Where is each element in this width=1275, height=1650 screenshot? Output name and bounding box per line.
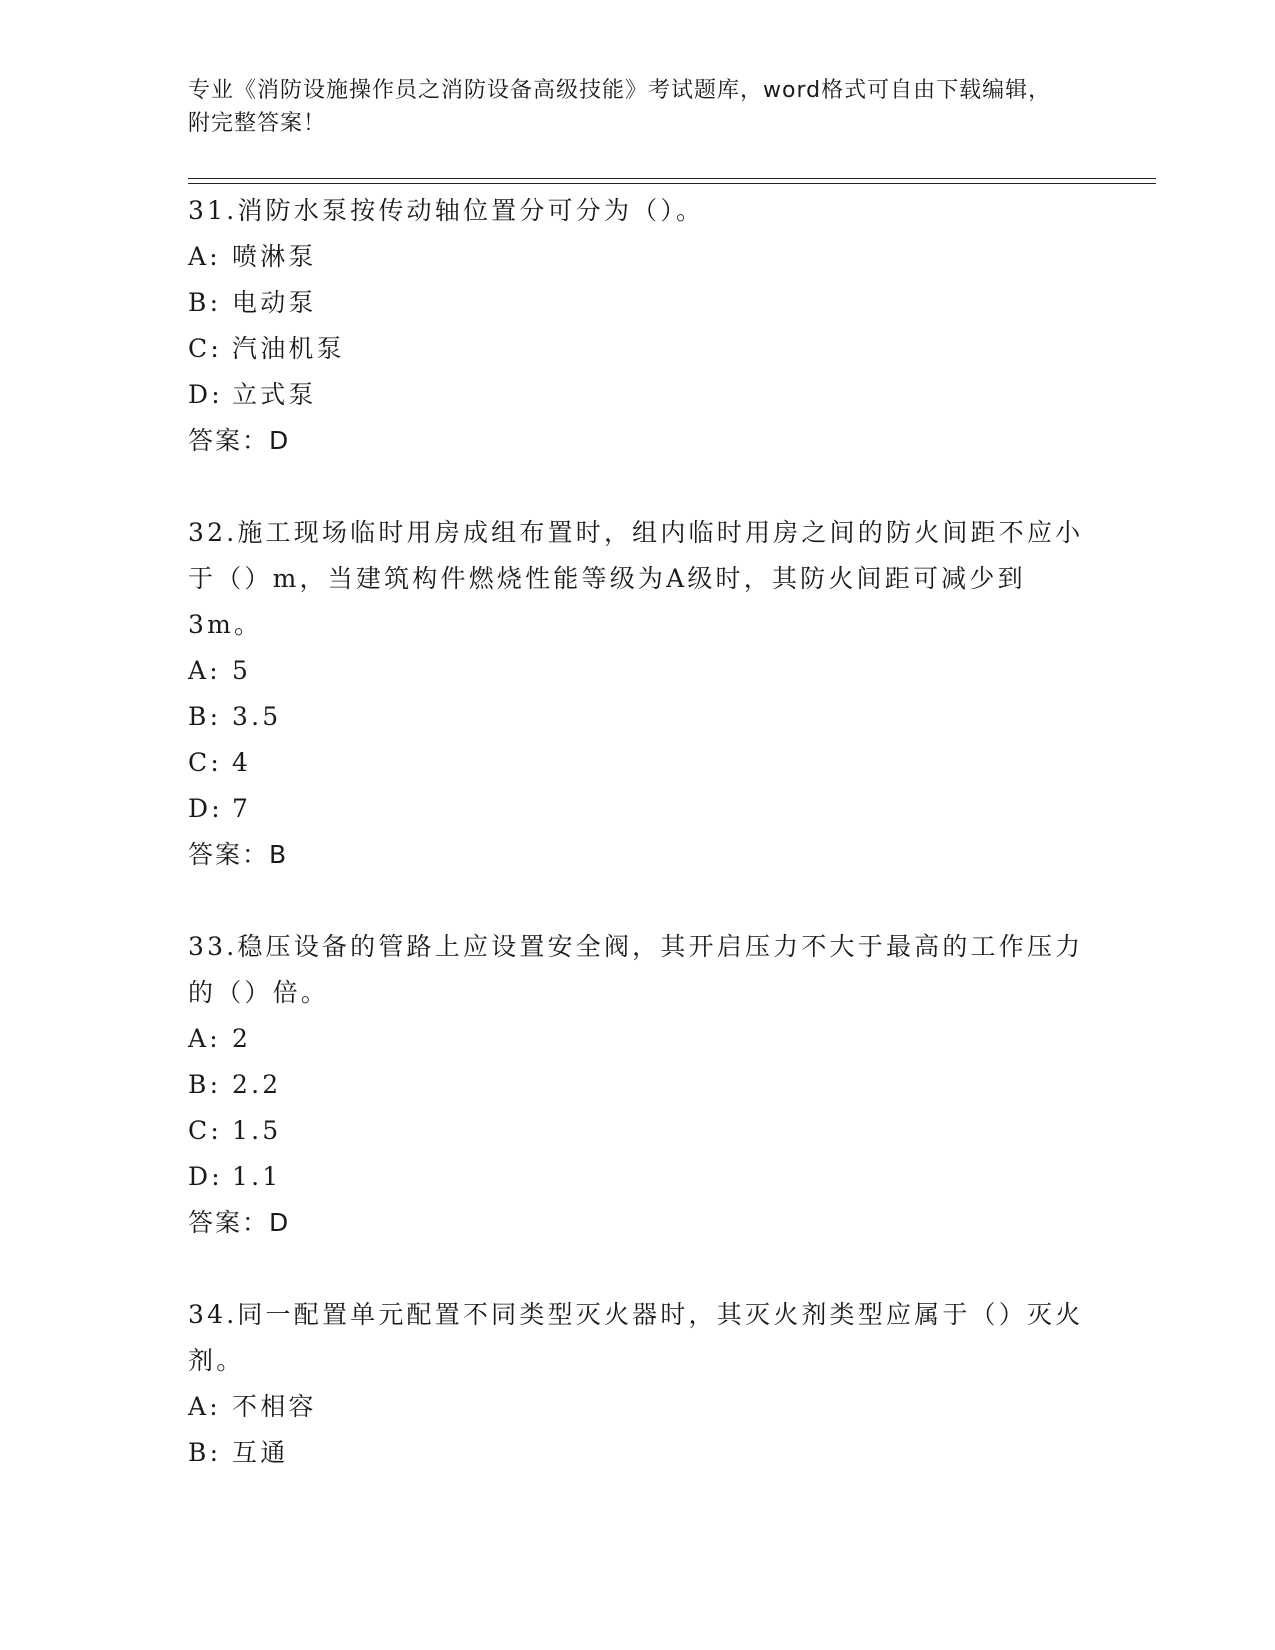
- question-spacer: [188, 1246, 1088, 1292]
- option-key: D:: [188, 794, 223, 823]
- question-spacer: [188, 878, 1088, 924]
- option-key: C:: [188, 1116, 222, 1145]
- option-text: 不相容: [232, 1392, 317, 1421]
- document-header: 专业《消防设施操作员之消防设备高级技能》考试题库，word格式可自由下载编辑，附完整答案！: [188, 78, 1052, 136]
- option-b: [188, 1430, 1088, 1476]
- option-a: [188, 1384, 1088, 1430]
- option-text: 汽油机泵: [232, 334, 345, 363]
- option-key: B:: [188, 288, 222, 317]
- option-key: A:: [188, 1392, 221, 1421]
- question-33: [188, 924, 1088, 1246]
- option-text: 互通: [232, 1438, 289, 1467]
- option-key: A:: [188, 1024, 221, 1053]
- option-c: [188, 326, 1088, 372]
- option-key: B:: [188, 1070, 222, 1099]
- option-key: D:: [188, 380, 223, 409]
- question-34: [188, 1292, 1088, 1476]
- question-stem: 32.施工现场临时用房成组布置时，组内临时用房之间的防火间距不应小于（）m，当建筑构件燃烧性能等级为A级时，其防火间距可减少到3m。: [188, 518, 1084, 639]
- option-text: 7: [232, 794, 252, 823]
- option-c: [188, 740, 1088, 786]
- option-key: D:: [188, 1162, 223, 1191]
- option-d: [188, 786, 1088, 832]
- option-text: 电动泵: [232, 288, 317, 317]
- option-text: 喷淋泵: [232, 242, 317, 271]
- option-text: 4: [232, 748, 252, 777]
- option-key: C:: [188, 748, 222, 777]
- option-key: A:: [188, 656, 221, 685]
- option-d: [188, 1154, 1088, 1200]
- question-list: [188, 188, 1088, 1476]
- option-text: 1.5: [232, 1116, 282, 1145]
- option-b: [188, 280, 1088, 326]
- option-key: B:: [188, 702, 222, 731]
- option-a: [188, 234, 1088, 280]
- answer-line: 答案：B: [188, 840, 289, 869]
- question-stem: 34.同一配置单元配置不同类型灭火器时，其灭火剂类型应属于（）灭火剂。: [188, 1300, 1084, 1375]
- option-text: 1.1: [232, 1162, 282, 1191]
- option-a: [188, 648, 1088, 694]
- question-stem: 31.消防水泵按传动轴位置分可分为（）。: [188, 196, 705, 225]
- option-d: [188, 372, 1088, 418]
- header-divider-bottom: [188, 183, 1156, 184]
- option-a: [188, 1016, 1088, 1062]
- option-text: 3.5: [232, 702, 282, 731]
- option-key: A:: [188, 242, 221, 271]
- question-spacer: [188, 464, 1088, 510]
- answer-line: 答案：D: [188, 426, 291, 455]
- answer-line: 答案：D: [188, 1208, 291, 1237]
- question-32: [188, 510, 1088, 878]
- option-key: B:: [188, 1438, 222, 1467]
- option-b: [188, 694, 1088, 740]
- option-c: [188, 1108, 1088, 1154]
- option-text: 2: [232, 1024, 252, 1053]
- option-key: C:: [188, 334, 222, 363]
- question-31: [188, 188, 1088, 464]
- option-b: [188, 1062, 1088, 1108]
- option-text: 立式泵: [232, 380, 317, 409]
- header-divider-top: [188, 178, 1156, 179]
- option-text: 2.2: [232, 1070, 282, 1099]
- option-text: 5: [232, 656, 252, 685]
- question-stem: 33.稳压设备的管路上应设置安全阀，其开启压力不大于最高的工作压力的（）倍。: [188, 932, 1084, 1007]
